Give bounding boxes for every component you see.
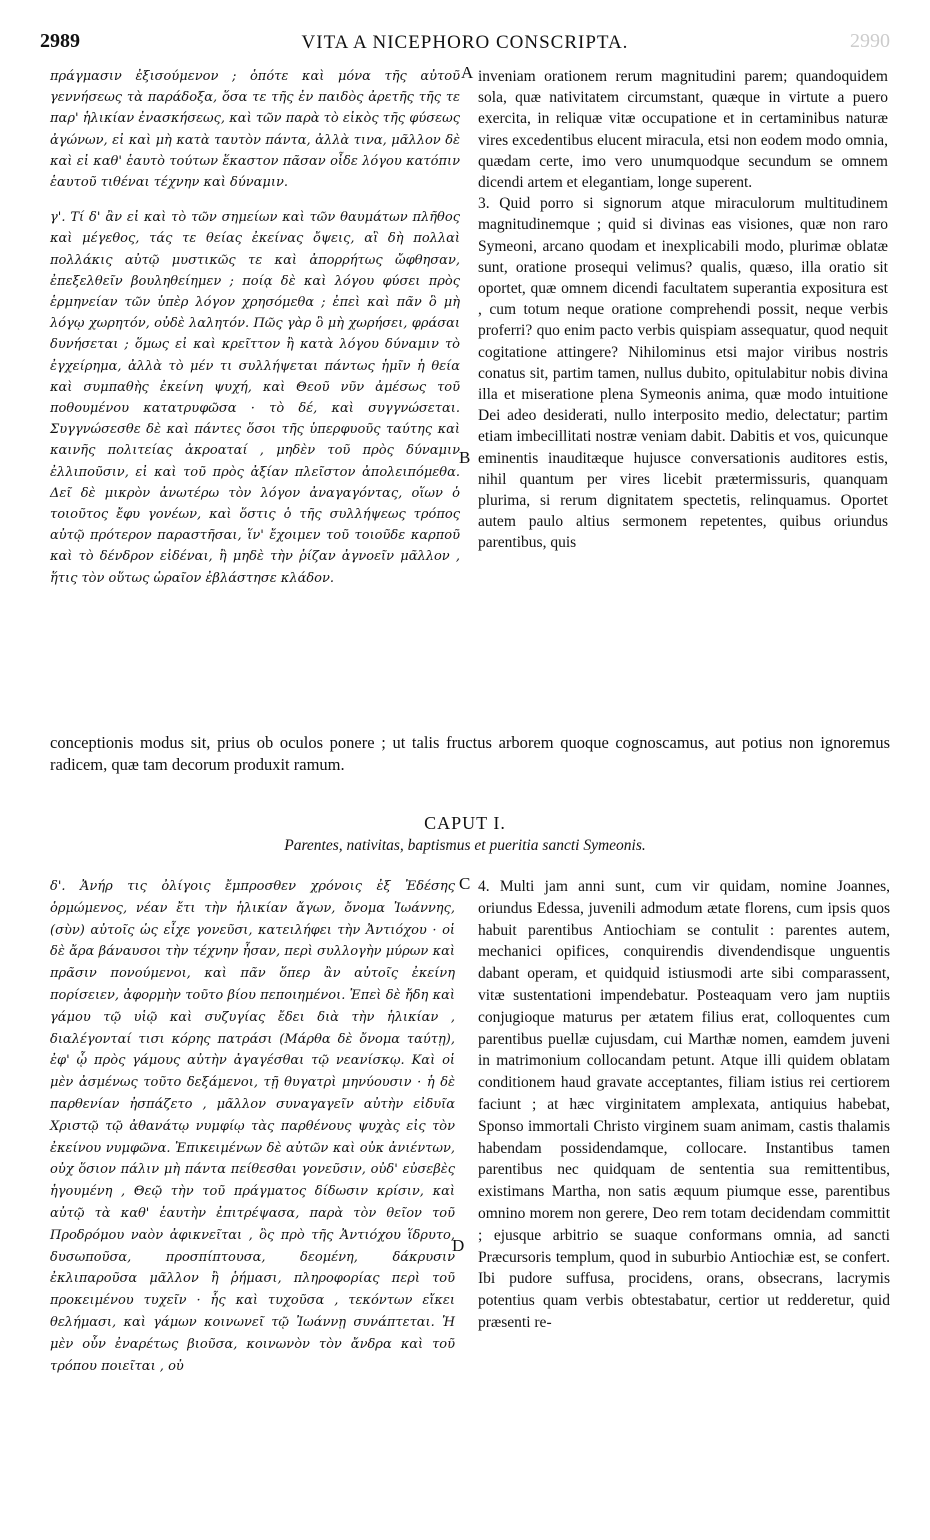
margin-marker-b: B: [459, 448, 471, 467]
greek-paragraph-3: δ'. Ἀνήρ τις ὀλίγοις ἔμπροσθεν χρόνοις ἐξ Ἐδέσης ὁρμώμενος, νέαν ἔτι τὴν ἡλικίαν ἄγων, ὄνομα Ἰωάννης, (σὺν) αὐτοῖς ὡς εἶχε γονεῦσι, κατειλήφει τὴν Ἀντιόχου · οἱ δὲ ἄρα βάναυσοι τὴν τέχνην ἦσαν, περὶ συλλογὴν μύρων καὶ πρᾶσιν πονούμενοι, καὶ πᾶν ὅπερ ἂν αὐτοῖς ἐκείνη πορίσειεν, ἀφορμὴν τοῦτο βίου πεποιημένοι. Ἐπεὶ δὲ ἤδη καὶ γάμου τῷ υἱῷ καὶ συζυγίας ἔδει διὰ τὴν ἡλικίαν , διαλέγονταί τισι κόρης πατράσι (Μάρθα δὲ ὄνομα ταύτῃ), ἐφ' ᾧ πρὸς γάμους αὐτὴν ἀγαγέσθαι τῷ νεανίσκῳ. Καὶ οἱ μὲν ἀσμένως τοῦτο δεξάμενοι, τῇ θυγατρὶ μηνύουσιν · ἡ δὲ παρθενίαν ἠσπάζετο , μᾶλλον συναγαγεῖν αὐτὴν εἰδυῖα Χριστῷ τῷ ἀθανάτῳ νυμφίῳ τὰς παρθένους ψυχὰς εἰς τὸν ἐκείνου νυμφῶνα. Ἐπικειμένων δὲ αὐτῶν καὶ οὐκ ἀνιέντων, οὐχ ὅσιον πάλιν μὴ πάντα πείθεσθαι γονεῦσιν, οὐδ' εὐσεβὲς ἡγουμένη , Θεῷ τὴν τοῦ πράγματος δίδωσιν κρίσιν, καὶ αὐτῷ τὰ καθ' ἑαυτὴν ἐπιτρέψασα, παρὰ τὸν θεῖον τοῦ Προδρόμου ναὸν ἀφικνεῖται , ὃς πρὸ τῆς Ἀντιόχου ἵδρυτο, δυσωποῦσα, προσπίπτουσα, δεομένη, δάκρυσιν ἐκλιπαροῦσα μᾶλλον ἢ ῥήμασι, πληροφορίας περὶ τοῦ προκειμένου τυχεῖν · ἧς καὶ τυχοῦσα , τεκόντων εἴκει θελήμασι, καὶ γάμων κοινωνεῖ τῷ Ἰωάννῃ συνάπτεται. Ἡ μὲν οὖν ἐναρέτως βιοῦσα, κοινωνὸν τὸν ἄνδρα καὶ τοῦ τρόπου ποιεῖται , οὐ: [50, 879, 455, 1374]
chapter-heading: [40, 813, 890, 855]
full-width-text: [50, 732, 890, 776]
running-title: VITA A NICEPHORO CONSCRIPTA.: [301, 32, 629, 53]
chapter-title: CAPUT I.: [424, 813, 506, 833]
greek-paragraph-1: πράγμασιν ἐξισούμενον ; ὁπότε καὶ μόνα τῆς αὐτοῦ γεννήσεως τὰ παράδοξα, ὅσα τε τῆς ἐν παιδὸς ἀρετῆς τῆς τε παρ' ἡλικίαν ἐνασκήσεως, καὶ τῶν παρὰ τὸ εἰκὸς τῆς φύσεως ἀγώνων, εἰ καὶ μὴ κατὰ ταυτὸν πάντα, ἀλλὰ τινα, μᾶλλον δὲ καὶ εἰ καθ' ἑαυτὸ τούτων ἕκαστον πᾶσαν οἶδε λόγου κατόπιν ἑαυτοῦ τιθέναι τέχνην καὶ δύναμιν.: [50, 69, 460, 191]
margin-marker-c: C: [459, 874, 471, 893]
faded-page-number: 2990: [850, 30, 890, 52]
latin-column-bottom: [478, 876, 890, 1334]
greek-column-bottom: [50, 876, 455, 1377]
page-number: 2989: [40, 30, 80, 52]
latin-paragraph-3: 4. Multi jam anni sunt, cum vir quidam, nomine Joannes, oriundus Edessa, juvenili admodum ætate florens, cum ipsis quos habuit parentibus Antiochiam se contulit : parentes autem, mechanici opifices, conquirendis divendendisque unguentis dabant operam, et quidquid istiusmodi arte sibi comparassent, vitæ sustentationi impendebatur. Posteaquam vero jam nuptiis conjugioque maturus per ætatem filius erat, colloquentes cum parentibus puellæ cujusdam, cui Marthæ nomen, eamdem juveni in matrimonium collocandam petunt. Atque illi quidem oblatam conditionem haud gravate acceptantes, filiam istius rei certiorem faciunt ; at hæc virginitatem amplexata, antiquius habebat, Sponso immortali Christo virginem suam animam, castis thalamis habendam possidendamque, collocare. Instantibus tamen parentibus nec quidquam de sententia sua remittentibus, existimans Martha, non satis æquum piumque esse, parentibus omnino morem non gerere, Deo rem totam decidendam committit ; ejusque arbitrio se suaque conformans omnia, ad sancti Præcursoris templum, quod in suburbio Antiochiæ est, se confert. Ibi pudore suffusa, procidens, orans, obsecrans, lacrymis potentius quam verbis obtestabatur, certior ut redderetur, quid præsenti re-: [478, 878, 890, 1331]
latin-paragraph-1: inveniam orationem rerum magnitudini parem; quandoquidem sola, quæ nativitatem circumstant, quæque in virtute a puero exercita, in reliquæ vitæ occupatione et in certaminibus naturæ vires excedentibus elucent miracula, etsi non eodem modo omnia, quædam certe, imo vero unumquodque secundum se omnem dicendi artem et elegantiam, longe superent.: [478, 68, 888, 192]
latin-paragraph-2: 3. Quid porro si signorum atque miraculorum multitudinem magnitudinemque ; quid si divinas eas visiones, quæ non raro Symeoni, arcano quodam et inexplicabili modo, plurimæ oblatæ sunt, oratione prosequi velimus? qualis, quæso, illa oratio sit oportet, quæ omnem dicendi facultatem superantia expositura est , cum totum neque oratione comprehendi possit, neque verbis proferri? quo enim pacto verbis quispiam assequatur, quod nequit cogitatione attingere? Nihilominus etsi major viribus nostris conatus sit, partim tamen, nullus dubito, opitulabitur nobis divina illa et miseratione plena Symeonis anima, quæ modo intuitione Dei adeo desiderati, nullo interposito medio, delectatur; partim etiam imbecillitati nostræ veniam dabit. Dabitis et vos, quicunque eminentis inauditæque hujusce conversationis auditores estis, nihil quantum per vires licebit prætermissuris, quanquam plurima, si rerum dignitatem spectetis, relinquamus. Oportet autem paulo altius sermonem repetentes, quibus oriundus parentibus, quis: [478, 195, 888, 552]
page-header: [40, 30, 890, 60]
latin-column-top: [478, 66, 888, 554]
chapter-subtitle: Parentes, nativitas, baptismus et pueritia sancti Symeonis.: [284, 837, 646, 854]
margin-marker-a: A: [461, 63, 474, 82]
margin-marker-d: D: [452, 1236, 465, 1255]
greek-column-top: [50, 66, 460, 589]
full-width-paragraph: conceptionis modus sit, prius ob oculos ponere ; ut talis fructus arborem quoque cognoscamus, aut potius non ignoremus radicem, quæ tam decorum produxit ramum.: [50, 733, 890, 774]
greek-paragraph-2: γ'. Τί δ' ἂν εἰ καὶ τὸ τῶν σημείων καὶ τῶν θαυμάτων πλῆθος καὶ μέγεθος, τάς τε θείας ἐκείνας ὄψεις, αἳ δὴ πολλαὶ πολλάκις αὐτῷ μυστικῶς τε καὶ ἀπορρήτως ὤφθησαν, ἐπεξελθεῖν βουληθείημεν ; ποίᾳ δὲ καὶ λόγου φύσει πρὸς ἑρμηνείαν τῶν ὑπὲρ λόγον χρησόμεθα ; ἐπεὶ καὶ πᾶν ὃ μὴ λόγῳ χωρητόν, οὐδὲ λαλητόν. Πῶς γὰρ ὃ μὴ χωρήσει, φράσαι δυνήσεται ; ὅμως εἰ καὶ κρεῖττον ἢ κατὰ λόγου δύναμιν τὸ ἐγχείρημα, ἀλλὰ τὸ μέν τι συλλήψεται πάντως ἡμῖν ἡ θεία καὶ συμπαθὴς ἐκείνη ψυχή, καὶ Θεοῦ νῦν ἀμέσως τοῦ ποθουμένου κατατρυφῶσα · τὸ δέ, καὶ συγγνώσεται. Συγγνώσεσθε δὲ καὶ πάντες ὅσοι τῆς ὑπερφυοῦς ταύτης καὶ καινῆς πολιτείας ἀκροαταί , μηδὲν τοῦ πρὸς δύναμιν ἐλλιποῦσιν, εἰ καὶ τοῦ πρὸς ἀξίαν πλεῖστον ἀπολειπόμεθα. Δεῖ δὲ μικρὸν ἀνωτέρω τὸν λόγον ἀναγαγόντας, οἵων ὁ τοιοῦτος ἔφυ γονέων, καὶ ὅστις ὁ τῆς συλλήψεως τρόπος αὐτῷ πρότερον παραστῆσαι, ἵν' ἔχοιμεν τοῦ τοιοῦδε καρποῦ καὶ τὸ δένδρον εἰδέναι, ἢ μηδὲ τὴν ῥίζαν ἀγνοεῖν μᾶλλον , ἥτις τὸν οὕτως ὡραῖον ἐβλάστησε κλάδον.: [50, 210, 460, 586]
